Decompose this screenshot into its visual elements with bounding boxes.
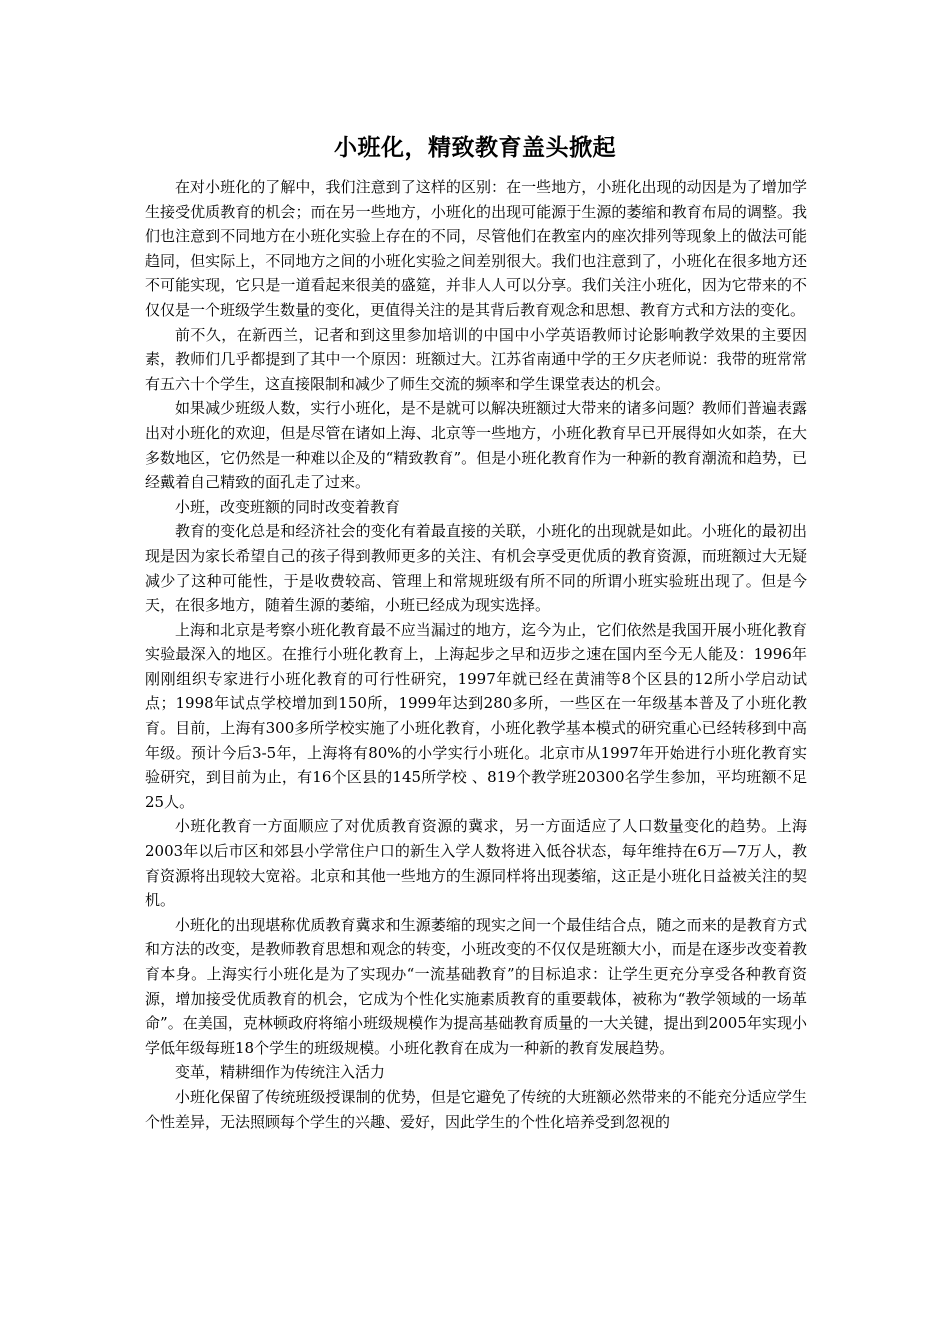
paragraph: 小班化教育一方面顺应了对优质教育资源的冀求，另一方面适应了人口数量变化的趋势。上海2003年以后市区和郊县小学常住户口的新生入学人数将进入低谷状态，每年维持在6万—7万人，教育资源将出现较大宽裕。北京和其他一些地方的生源同样将出现萎缩，这正是小班化日益被关注的契机。: [145, 817, 807, 910]
paragraph: 教育的变化总是和经济社会的变化有着最直接的关联，小班化的出现就是如此。小班化的最初出现是因为家长希望自己的孩子得到教师更多的关注、有机会享受更优质的教育资源，而班额过大无疑减少了这种可能性，于是收费较高、管理上和常规班级有所不同的所谓小班实验班出现了。但是今天，在很多地方，随着生源的萎缩，小班已经成为现实选择。: [145, 522, 807, 615]
section-heading: 变革，精耕细作为传统注入活力: [175, 1063, 386, 1082]
page-title: 小班化，精致教育盖头掀起: [334, 135, 616, 161]
paragraph: 小班化保留了传统班级授课制的优势，但是它避免了传统的大班额必然带来的不能充分适应学生个性差异，无法照顾每个学生的兴趣、爱好，因此学生的个性化培养受到忽视的: [145, 1087, 807, 1131]
paragraph: 在对小班化的了解中，我们注意到了这样的区别：在一些地方，小班化出现的动因是为了增加学生接受优质教育的机会；而在另一些地方，小班化的出现可能源于生源的萎缩和教育布局的调整。我们也注意到不同地方在小班化实验上存在的不同，尽管他们在教室内的座次排列等现象上的做法可能趋同，但实际上，不同地方之间的小班化实验之间差别很大。我们也注意到了，小班化在很多地方还不可能实现，它只是一道看起来很美的盛筵，并非人人可以分享。我们关注小班化，因为它带来的不仅仅是一个班级学生数量的变化，更值得关注的是其背后教育观念和思想、教育方式和方法的变化。: [145, 178, 807, 319]
paragraph: 小班化的出现堪称优质教育冀求和生源萎缩的现实之间一个最佳结合点，随之而来的是教育方式和方法的改变，是教师教育思想和观念的转变，小班改变的不仅仅是班额大小，而是在逐步改变着教育本身。上海实行小班化是为了实现办“一流基础教育”的目标追求：让学生更充分享受各种教育资源，增加接受优质教育的机会，它成为个性化实施素质教育的重要载体，被称为“教学领域的一场革命”。在美国，克林顿政府将缩小班级规模作为提高基础教育质量的一大关键，提出到2005年实现小学低年级每班18个学生的班级规模。小班化教育在成为一种新的教育发展趋势。: [145, 915, 807, 1057]
paragraph: 上海和北京是考察小班化教育最不应当漏过的地方，迄今为止，它们依然是我国开展小班化教育实验最深入的地区。在推行小班化教育上，上海起步之早和迈步之速在国内至今无人能及：1996年刚刚组织专家进行小班化教育的可行性研究，1997年就已经在黄浦等8个区县的12所小学启动试点；1998年试点学校增加到150所，1999年达到280多所，一些区在一年级基本普及了小班化教育。目前，上海有300多所学校实施了小班化教育，小班化教学基本模式的研究重心已经转移到中高年级。预计今后3-5年，上海将有80%的小学实行小班化。北京市从1997年开始进行小班化教育实验研究，到目前为止，有16个区县的145所学校 、819个教学班20300名学生参加，平均班额不足25人。: [145, 620, 807, 811]
paragraph: 前不久，在新西兰，记者和到这里参加培训的中国中小学英语教师讨论影响教学效果的主要因素，教师们几乎都提到了其中一个原因：班额过大。江苏省南通中学的王夕庆老师说：我带的班常常有五六十个学生，这直接限制和减少了师生交流的频率和学生课堂表达的机会。: [145, 325, 807, 393]
article-body: [145, 175, 807, 1134]
paragraph: 如果减少班级人数，实行小班化，是不是就可以解决班额过大带来的诸多问题？教师们普遍表露出对小班化的欢迎，但是尽管在诸如上海、北京等一些地方，小班化教育早已开展得如火如荼，在大多数地区，它仍然是一种难以企及的“精致教育”。但是小班化教育作为一种新的教育潮流和趋势，已经戴着自己精致的面孔走了过来。: [145, 399, 807, 492]
section-heading: 小班，改变班额的同时改变着教育: [175, 497, 401, 516]
